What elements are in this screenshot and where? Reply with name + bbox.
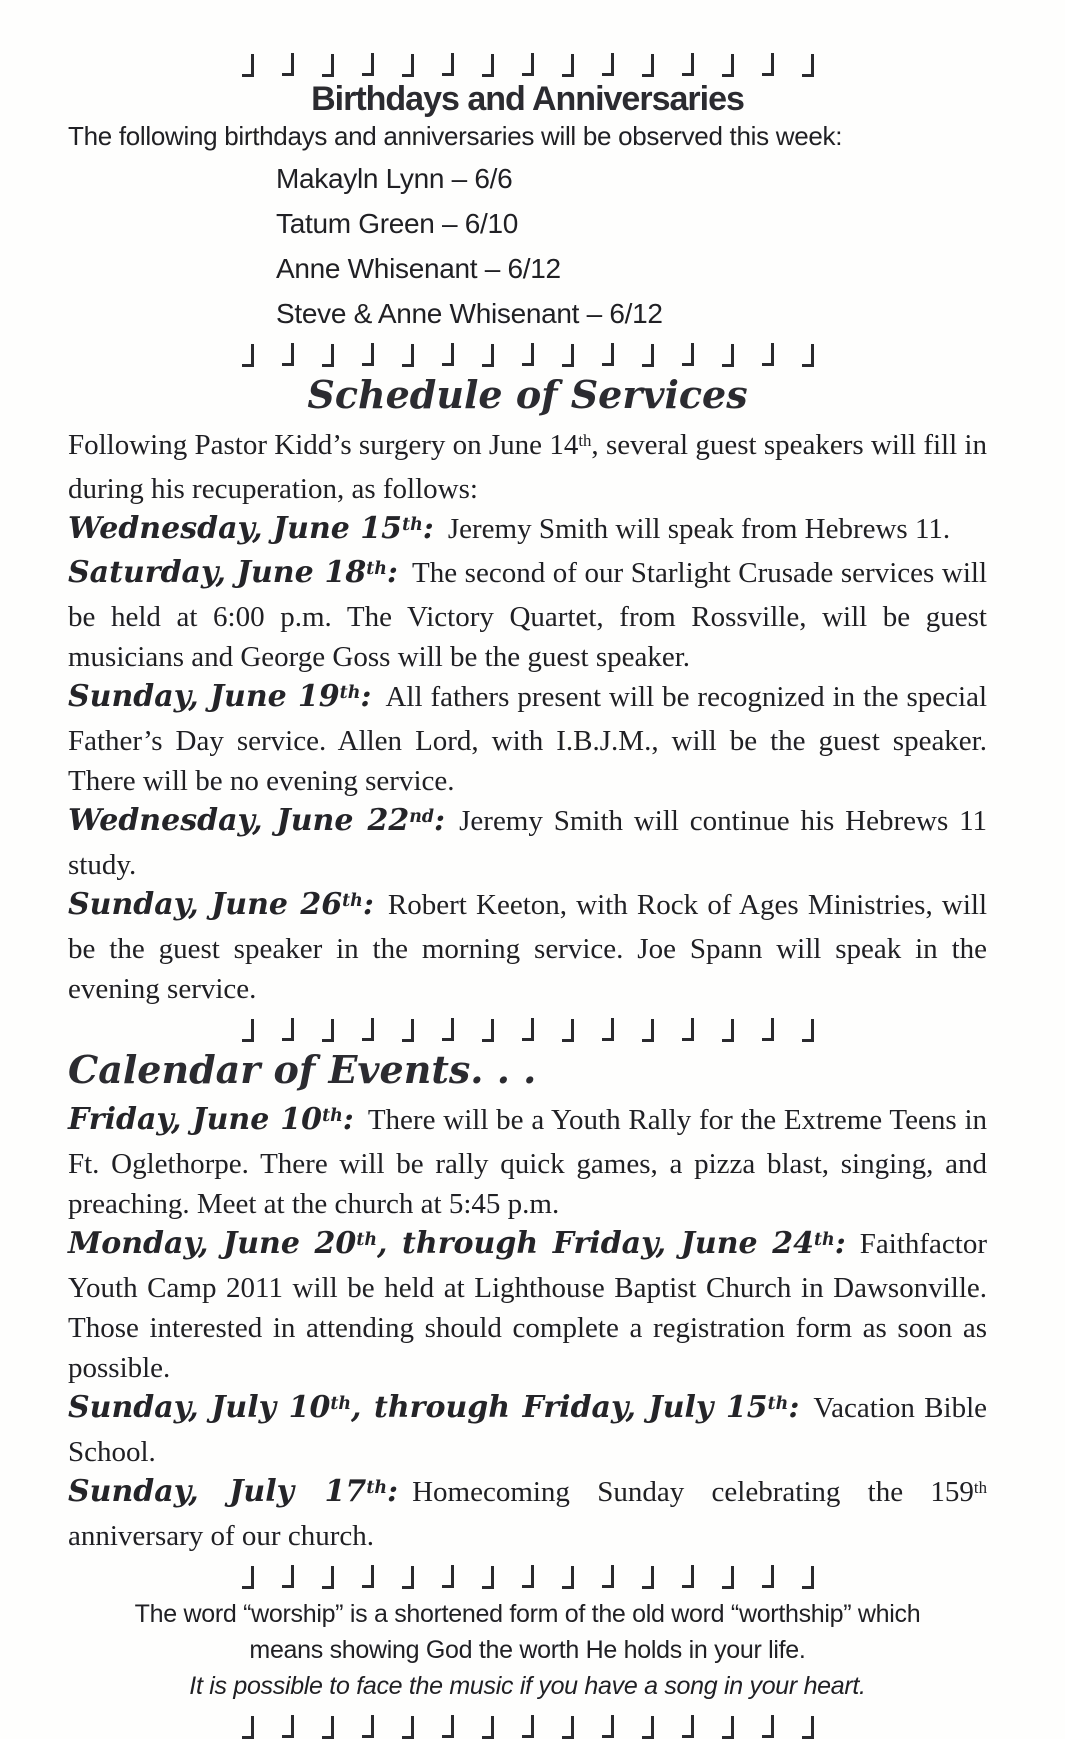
music-note-icon bbox=[522, 1018, 534, 1041]
music-note-icon bbox=[242, 1566, 254, 1589]
birthdays-list bbox=[276, 156, 987, 336]
music-note-icon bbox=[482, 1566, 494, 1589]
music-note-icon bbox=[362, 53, 374, 76]
music-note-icon bbox=[362, 1565, 374, 1588]
schedule-event bbox=[68, 677, 987, 801]
schedule-title: Schedule of Services bbox=[307, 372, 748, 417]
music-notes-divider bbox=[68, 342, 987, 366]
music-notes-divider bbox=[68, 1017, 987, 1041]
music-note-icon bbox=[802, 344, 814, 367]
music-notes-divider bbox=[68, 52, 987, 76]
music-note-icon bbox=[562, 1019, 574, 1042]
event-description: Faithfactor Youth Camp 2011 will be held at Lighthouse Baptist Church in Dawsonville. Those interested in attending should complete a registration form as soon as possible. bbox=[68, 1228, 987, 1384]
music-note-icon bbox=[602, 1565, 614, 1588]
music-note-icon bbox=[762, 1018, 774, 1041]
music-note-icon bbox=[802, 1716, 814, 1739]
music-note-icon bbox=[682, 53, 694, 76]
music-note-icon bbox=[762, 1565, 774, 1588]
music-notes-divider bbox=[68, 1564, 987, 1588]
event-date-lead: Sunday, June 19th: bbox=[68, 679, 372, 714]
music-note-icon bbox=[242, 344, 254, 367]
event-date-lead: Wednesday, June 22nd: bbox=[68, 803, 446, 838]
music-note-icon bbox=[802, 1566, 814, 1589]
schedule-event bbox=[68, 801, 987, 885]
music-note-icon bbox=[282, 343, 294, 366]
event-date-lead: Monday, June 20th, through Friday, June 24th: bbox=[68, 1226, 846, 1261]
birthday-entry: Tatum Green – 6/10 bbox=[276, 208, 519, 239]
music-note-icon bbox=[522, 343, 534, 366]
music-note-icon bbox=[762, 53, 774, 76]
music-note-icon bbox=[442, 1018, 454, 1041]
music-note-icon bbox=[802, 54, 814, 77]
schedule-event bbox=[68, 885, 987, 1009]
music-note-icon bbox=[722, 1716, 734, 1739]
music-note-icon bbox=[522, 53, 534, 76]
event-description: Robert Keeton, with Rock of Ages Ministries, will be the guest speaker in the morning service. Joe Spann will speak in the evening service. bbox=[68, 889, 987, 1005]
music-note-icon bbox=[482, 344, 494, 367]
music-note-icon bbox=[602, 1715, 614, 1738]
music-note-icon bbox=[522, 1565, 534, 1588]
music-note-icon bbox=[322, 1019, 334, 1042]
music-note-icon bbox=[402, 1566, 414, 1589]
music-note-icon bbox=[682, 1715, 694, 1738]
music-note-icon bbox=[682, 343, 694, 366]
event-date-lead: Sunday, June 26th: bbox=[68, 887, 374, 922]
calendar-event bbox=[68, 1472, 987, 1556]
music-note-icon bbox=[802, 1019, 814, 1042]
music-note-icon bbox=[682, 1565, 694, 1588]
song-quote: It is possible to face the music if you have a song in your heart. bbox=[189, 1672, 866, 1700]
music-note-icon bbox=[522, 1715, 534, 1738]
event-date-lead: Saturday, June 18th: bbox=[68, 555, 398, 590]
music-note-icon bbox=[442, 343, 454, 366]
music-note-icon bbox=[322, 1566, 334, 1589]
music-note-icon bbox=[482, 1716, 494, 1739]
music-note-icon bbox=[722, 344, 734, 367]
music-note-icon bbox=[642, 1566, 654, 1589]
event-date-lead: Sunday, July 10th, through Friday, July 15th: bbox=[68, 1390, 800, 1425]
worship-note-line2: means showing God the worth He holds in your life. bbox=[249, 1636, 806, 1664]
music-note-icon bbox=[602, 53, 614, 76]
birthday-entry: Makayln Lynn – 6/6 bbox=[276, 163, 513, 194]
music-note-icon bbox=[442, 1715, 454, 1738]
music-note-icon bbox=[402, 344, 414, 367]
music-note-icon bbox=[562, 1716, 574, 1739]
music-note-icon bbox=[402, 1019, 414, 1042]
music-note-icon bbox=[482, 54, 494, 77]
event-description: Vacation Bible School. bbox=[68, 1392, 988, 1468]
birthdays-title: Birthdays and Anniversaries bbox=[311, 80, 744, 118]
schedule-event bbox=[68, 553, 987, 677]
event-description: Jeremy Smith will speak from Hebrews 11. bbox=[447, 513, 951, 545]
music-note-icon bbox=[402, 1716, 414, 1739]
music-note-icon bbox=[602, 343, 614, 366]
music-note-icon bbox=[562, 1566, 574, 1589]
event-date-lead: Wednesday, June 15th: bbox=[68, 511, 434, 546]
music-note-icon bbox=[282, 53, 294, 76]
music-note-icon bbox=[442, 53, 454, 76]
music-note-icon bbox=[642, 1716, 654, 1739]
birthdays-intro: The following birthdays and anniversaries will be observed this week: bbox=[68, 121, 843, 151]
birthday-entry: Steve & Anne Whisenant – 6/12 bbox=[276, 298, 663, 329]
schedule-intro: Following Pastor Kidd’s surgery on June 14th, several guest speakers will fill in during his recuperation, as follows: bbox=[68, 429, 987, 505]
music-note-icon bbox=[402, 54, 414, 77]
music-note-icon bbox=[562, 54, 574, 77]
music-note-icon bbox=[362, 1018, 374, 1041]
calendar-event bbox=[68, 1224, 987, 1388]
music-note-icon bbox=[242, 1019, 254, 1042]
music-note-icon bbox=[322, 344, 334, 367]
music-note-icon bbox=[442, 1565, 454, 1588]
music-note-icon bbox=[322, 54, 334, 77]
music-note-icon bbox=[282, 1565, 294, 1588]
schedule-event bbox=[68, 509, 987, 553]
worship-note-line1: The word “worship” is a shortened form of the old word “worthship” which bbox=[134, 1600, 921, 1628]
event-description: The second of our Starlight Crusade services will be held at 6:00 p.m. The Victory Quartet, from Rossville, will be guest musicians and George Goss will be the guest speaker. bbox=[68, 557, 988, 673]
event-description: There will be a Youth Rally for the Extreme Teens in Ft. Oglethorpe. There will be rally quick games, a pizza blast, singing, and preaching. Meet at the church at 5:45 p.m. bbox=[68, 1104, 987, 1220]
music-note-icon bbox=[682, 1018, 694, 1041]
music-note-icon bbox=[642, 54, 654, 77]
calendar-event bbox=[68, 1100, 987, 1224]
birthday-entry: Anne Whisenant – 6/12 bbox=[276, 253, 561, 284]
music-note-icon bbox=[602, 1018, 614, 1041]
music-note-icon bbox=[762, 1715, 774, 1738]
calendar-event bbox=[68, 1388, 987, 1472]
music-note-icon bbox=[642, 344, 654, 367]
event-description: All fathers present will be recognized in the special Father’s Day service. Allen Lord, with I.B.J.M., will be the guest speaker. There will be no evening service. bbox=[68, 681, 988, 797]
music-note-icon bbox=[722, 1566, 734, 1589]
music-note-icon bbox=[722, 54, 734, 77]
music-note-icon bbox=[242, 1716, 254, 1739]
music-note-icon bbox=[282, 1018, 294, 1041]
music-note-icon bbox=[722, 1019, 734, 1042]
music-note-icon bbox=[322, 1716, 334, 1739]
music-note-icon bbox=[482, 1019, 494, 1042]
music-note-icon bbox=[762, 343, 774, 366]
music-note-icon bbox=[362, 1715, 374, 1738]
music-note-icon bbox=[282, 1715, 294, 1738]
event-date-lead: Friday, June 10th: bbox=[68, 1102, 354, 1137]
music-note-icon bbox=[362, 343, 374, 366]
music-note-icon bbox=[642, 1019, 654, 1042]
event-date-lead: Sunday, July 17th: bbox=[68, 1474, 399, 1509]
event-description: Homecoming Sunday celebrating the 159th anniversary of our church. bbox=[68, 1476, 987, 1552]
calendar-title: Calendar of Events. . . bbox=[68, 1047, 537, 1092]
music-note-icon bbox=[562, 344, 574, 367]
music-note-icon bbox=[242, 54, 254, 77]
music-notes-divider bbox=[68, 1714, 987, 1738]
event-description: Jeremy Smith will continue his Hebrews 11 study. bbox=[68, 805, 987, 881]
